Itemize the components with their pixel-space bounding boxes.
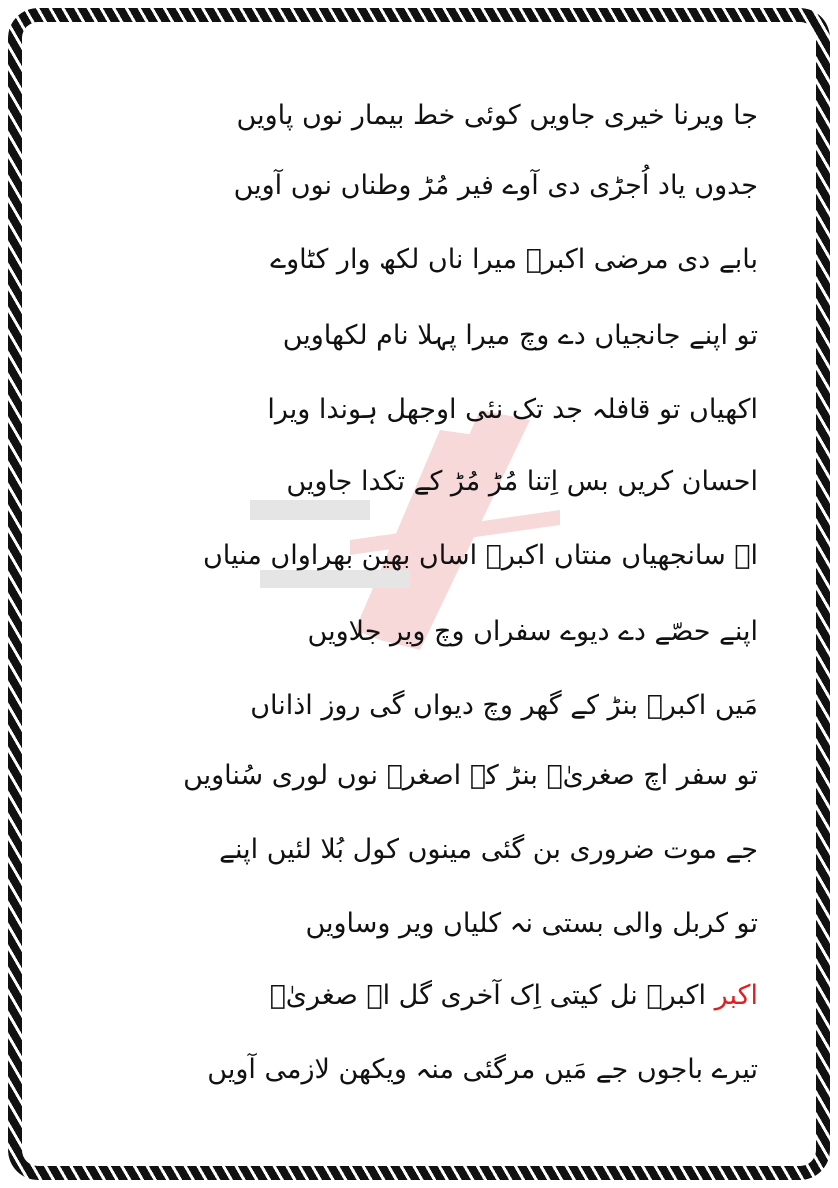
poem-line-7: اے سانجھیاں منتاں اکبرؑ اساں بھین بھراواں منیاں [202,540,758,571]
poem-line-12: تو کربل والی بستی نہ کلیاں ویر وساویں [305,908,758,939]
poem-line-1: جا ویرنا خیری جاویں کوئی خط بیمار نوں پاویں [236,100,758,131]
poem-line-13-text: اکبرؑ نل کیتی اِک آخری گل اے صغریٰؑ [269,980,706,1011]
poem-line-13 [270,976,758,1016]
poem-line-3: بابے دی مرضی اکبرؑ میرا ناں لکھ وار کٹاوے [270,244,758,275]
poem-line-8: اپنے حصّے دے دیوے سفراں وچ ویر جلاویں [307,616,758,647]
poet-name: اکبر [714,980,758,1011]
poem-line-2: جدوں یاد اُجڑی دی آوے فیر مُڑ وطناں نوں آویں [233,170,758,201]
poem-line-4: تو اپنے جانجیاں دے وچ میرا پہلا نام لکھاویں [282,320,758,351]
poem-line-5: اکھیاں تو قافلہ جد تک نئی اوجھل ہوندا ویرا [267,394,758,425]
poem-line-11: جے موت ضروری بن گئی مینوں کول بُلا لئیں اپنے [219,834,758,865]
poem-line-14: تیرے باجوں جے مَیں مرگئی منہ ویکھن لازمی آویں [207,1054,758,1085]
poem-line-9: مَیں اکبرؑ بنڑ کے گھر وچ دیواں گی روز اذاناں [250,690,758,721]
poem-line-6: احسان کریں بس اِتنا مُڑ مُڑ کے تکدا جاویں [286,466,758,497]
poem-line-10: تو سفر اچ صغریٰؑ بنڑ کے اصغرؑ نوں لوری سُناویں [183,760,758,791]
